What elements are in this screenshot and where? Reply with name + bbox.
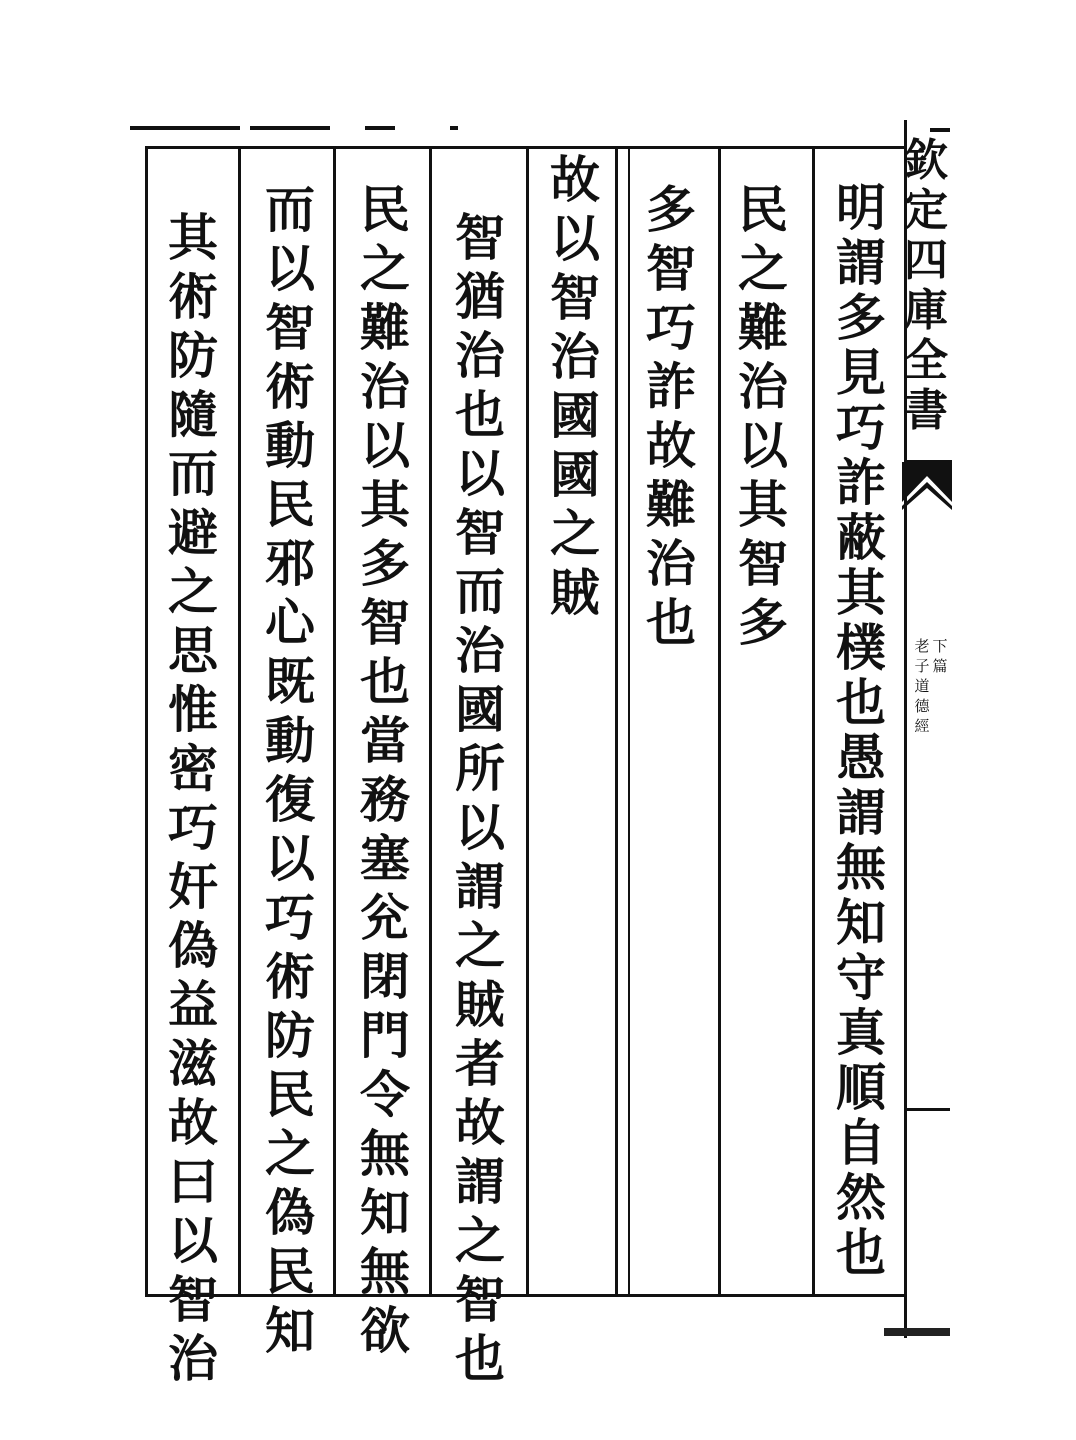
banner-sub-column: [932, 636, 948, 736]
text-char: 之: [550, 504, 600, 563]
column-divider: [238, 146, 241, 1296]
text-column-1: [822, 180, 900, 1280]
text-char: 所: [455, 739, 505, 798]
text-char: 智: [360, 593, 410, 652]
text-char: 以: [360, 416, 410, 475]
text-char: 智: [455, 503, 505, 562]
column-divider: [718, 146, 721, 1296]
text-char: 民: [265, 1065, 315, 1124]
text-char: 思: [168, 621, 218, 680]
text-char: 令: [360, 1065, 410, 1124]
text-char: 之: [455, 916, 505, 975]
banner-char: 欽: [904, 135, 948, 186]
text-char: 其: [360, 475, 410, 534]
text-char: 偽: [168, 916, 218, 975]
text-char: 曰: [168, 1152, 218, 1211]
text-char: 無: [360, 1242, 410, 1301]
text-column-2: [724, 180, 802, 652]
text-char: 也: [360, 652, 410, 711]
text-char: 之: [455, 1211, 505, 1270]
bottom-mark: [884, 1328, 950, 1336]
text-char: 難: [360, 298, 410, 357]
text-char: 謂: [455, 857, 505, 916]
text-char: 故: [550, 150, 600, 209]
text-char: 多: [360, 534, 410, 593]
text-char: 知: [265, 1301, 315, 1360]
text-char: 治: [168, 1329, 218, 1388]
text-char: 故: [646, 416, 696, 475]
text-char: 故: [455, 1093, 505, 1152]
text-char: 真: [836, 1003, 886, 1062]
text-column-4: [536, 150, 614, 622]
text-char: 智: [550, 268, 600, 327]
text-char: 動: [265, 711, 315, 770]
text-char: 巧: [168, 798, 218, 857]
text-char: 既: [265, 652, 315, 711]
top-dash: [250, 126, 330, 130]
text-char: 之: [265, 1124, 315, 1183]
text-char: 之: [738, 239, 788, 298]
text-char: 治: [360, 357, 410, 416]
text-char: 也: [455, 1329, 505, 1388]
text-char: 國: [455, 680, 505, 739]
banner-char: 定: [904, 185, 948, 236]
text-char: 偽: [265, 1183, 315, 1242]
text-char: 然: [836, 1168, 886, 1227]
column-divider: [812, 146, 815, 1296]
banner-sub-char: 子: [914, 657, 930, 675]
banner-sub-char: 老: [914, 637, 930, 655]
text-char: 蔽: [836, 508, 886, 567]
top-dash: [365, 126, 395, 130]
frame-left-rule: [145, 146, 148, 1297]
text-char: 難: [646, 475, 696, 534]
text-char: 以: [455, 444, 505, 503]
text-char: 以: [168, 1211, 218, 1270]
column-divider: [628, 146, 630, 1296]
text-char: 心: [265, 593, 315, 652]
text-char: 民: [360, 180, 410, 239]
text-char: 術: [265, 357, 315, 416]
text-char: 難: [738, 298, 788, 357]
text-char: 閉: [360, 947, 410, 1006]
text-char: 多: [738, 593, 788, 652]
text-char: 民: [265, 1242, 315, 1301]
text-char: 謂: [836, 233, 886, 292]
text-char: 隨: [168, 385, 218, 444]
banner-sub-char: 道: [914, 677, 930, 695]
banner-char: 庫: [904, 285, 948, 336]
banner-subtitle: [912, 636, 948, 736]
text-char: 見: [836, 343, 886, 402]
banner-char: 四: [904, 235, 948, 286]
text-char: 謂: [455, 1152, 505, 1211]
text-char: 無: [836, 838, 886, 897]
text-char: 也: [836, 673, 886, 732]
text-char: 無: [360, 1124, 410, 1183]
text-char: 也: [836, 1223, 886, 1282]
text-char: 智: [265, 298, 315, 357]
text-char: 其: [168, 208, 218, 267]
text-char: 當: [360, 711, 410, 770]
text-char: 防: [168, 326, 218, 385]
text-column-6: [346, 180, 424, 1360]
fish-tail-mark-icon: [902, 462, 952, 518]
text-char: 謂: [836, 783, 886, 842]
text-char: 而: [455, 562, 505, 621]
banner-char: 全: [904, 335, 948, 386]
text-char: 邪: [265, 534, 315, 593]
text-char: 動: [265, 416, 315, 475]
text-char: 者: [455, 1034, 505, 1093]
text-char: 治: [455, 621, 505, 680]
text-char: 治: [646, 534, 696, 593]
text-char: 治: [738, 357, 788, 416]
text-char: 奸: [168, 857, 218, 916]
top-dash: [930, 128, 950, 132]
text-char: 以: [265, 239, 315, 298]
text-char: 術: [265, 947, 315, 1006]
column-divider: [526, 146, 529, 1296]
text-char: 賊: [455, 975, 505, 1034]
top-dash: [450, 126, 458, 130]
text-column-8: [154, 208, 232, 1388]
text-char: 以: [265, 829, 315, 888]
text-char: 其: [836, 563, 886, 622]
text-char: 之: [360, 239, 410, 298]
text-char: 樸: [836, 618, 886, 677]
text-char: 智: [646, 239, 696, 298]
text-char: 知: [360, 1183, 410, 1242]
text-char: 門: [360, 1006, 410, 1065]
text-char: 守: [836, 948, 886, 1007]
text-char: 塞: [360, 829, 410, 888]
text-column-7: [251, 180, 329, 1360]
text-char: 巧: [646, 298, 696, 357]
text-char: 也: [455, 385, 505, 444]
text-char: 順: [836, 1058, 886, 1117]
text-char: 多: [646, 180, 696, 239]
text-char: 益: [168, 975, 218, 1034]
text-char: 知: [836, 893, 886, 952]
text-char: 以: [550, 209, 600, 268]
text-char: 智: [455, 1270, 505, 1329]
text-char: 滋: [168, 1034, 218, 1093]
text-char: 欲: [360, 1301, 410, 1360]
banner-sub-char: 經: [914, 717, 930, 735]
text-char: 而: [168, 444, 218, 503]
text-char: 詐: [836, 453, 886, 512]
text-column-3: [632, 180, 710, 652]
text-char: 智: [168, 1270, 218, 1329]
text-char: 避: [168, 503, 218, 562]
text-char: 術: [168, 267, 218, 326]
column-divider: [333, 146, 336, 1296]
text-char: 明: [836, 178, 886, 237]
text-char: 故: [168, 1093, 218, 1152]
text-char: 惟: [168, 680, 218, 739]
banner-sub-char: 篇: [932, 657, 948, 675]
column-divider: [429, 146, 432, 1296]
banner-title: [900, 136, 952, 436]
text-char: 智: [738, 534, 788, 593]
text-char: 巧: [836, 398, 886, 457]
text-char: 復: [265, 770, 315, 829]
text-char: 兊: [360, 888, 410, 947]
text-char: 其: [738, 475, 788, 534]
column-divider: [615, 146, 618, 1296]
text-char: 民: [265, 475, 315, 534]
text-char: 巧: [265, 888, 315, 947]
banner-char: 書: [904, 385, 948, 436]
text-char: 國: [550, 445, 600, 504]
frame-top-rule: [145, 146, 905, 149]
text-char: 防: [265, 1006, 315, 1065]
text-char: 自: [836, 1113, 886, 1172]
banner-rule: [904, 1108, 950, 1111]
text-char: 而: [265, 180, 315, 239]
banner-sub-column: [914, 636, 930, 736]
text-char: 治: [455, 326, 505, 385]
banner-rule: [904, 460, 952, 463]
text-char: 之: [168, 562, 218, 621]
banner-sub-char: 下: [932, 637, 948, 655]
text-char: 詐: [646, 357, 696, 416]
text-char: 愚: [836, 728, 886, 787]
text-char: 智: [455, 208, 505, 267]
text-char: 治: [550, 327, 600, 386]
text-char: 多: [836, 288, 886, 347]
top-dash: [130, 126, 240, 130]
text-char: 也: [646, 593, 696, 652]
text-char: 國: [550, 386, 600, 445]
text-char: 密: [168, 739, 218, 798]
text-char: 以: [455, 798, 505, 857]
text-char: 民: [738, 180, 788, 239]
text-char: 以: [738, 416, 788, 475]
text-char: 務: [360, 770, 410, 829]
text-char: 猶: [455, 267, 505, 326]
text-column-5: [441, 208, 519, 1388]
text-char: 賊: [550, 563, 600, 622]
banner-sub-char: 德: [914, 697, 930, 715]
